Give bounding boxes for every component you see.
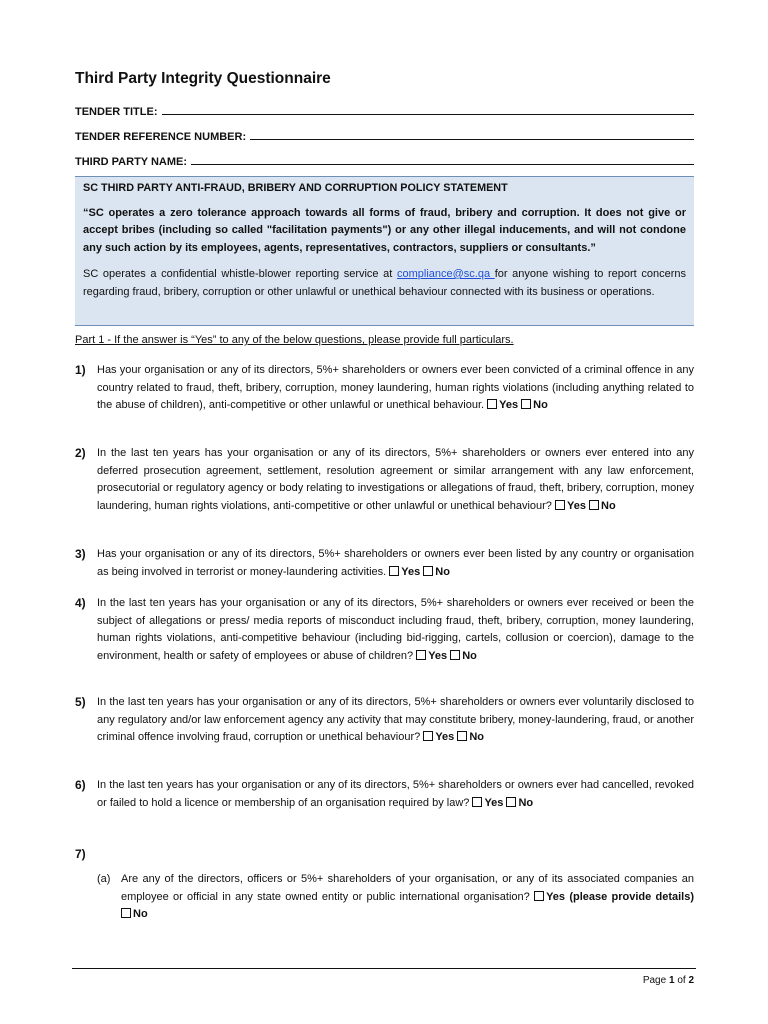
question-6	[75, 777, 694, 812]
question-text: In the last ten years has your organisation or any of its directors, 5%+ shareholders or owners ever voluntarily disclosed to any regulatory and/or law enforcement agency any activity that may constitute bribery, money-laundering, fraud, or another criminal offence involving fraud, corruption or unethical behaviour?	[97, 696, 694, 743]
question-number: 2)	[75, 446, 86, 460]
page-total: 2	[688, 975, 694, 986]
yes-checkbox[interactable]	[423, 731, 433, 741]
question-4	[75, 595, 694, 665]
question-number: 6)	[75, 778, 86, 792]
whistleblower-text-post: for anyone wishing to report concerns regarding fraud, bribery, corruption or other unlawful or unethical behaviour connected with its business or operations.	[83, 268, 686, 298]
tender-reference-label: TENDER REFERENCE NUMBER:	[75, 131, 247, 143]
tender-reference-field	[75, 125, 694, 143]
question-7a	[97, 871, 694, 924]
no-label: No	[533, 399, 548, 411]
no-checkbox[interactable]	[506, 797, 516, 807]
tender-title-label: TENDER TITLE:	[75, 106, 158, 118]
tender-reference-input-line[interactable]	[250, 139, 694, 140]
page-number: 1	[668, 975, 675, 986]
yes-label: Yes	[546, 890, 566, 903]
question-text: Has your organisation or any of its directors, 5%+ shareholders or owners ever been convicted of a criminal offence in any country related to fraud, theft, bribery, corruption, money laundering, human rights violations (including anything related to the abuse of children), anti-competitive or other unlawful or unethical behaviour.	[97, 364, 694, 411]
question-5	[75, 694, 694, 747]
yes-checkbox[interactable]	[555, 500, 565, 510]
question-3	[75, 546, 694, 581]
tender-title-input-line[interactable]	[162, 114, 695, 115]
no-checkbox[interactable]	[521, 399, 531, 409]
question-number: 4)	[75, 596, 86, 610]
compliance-email-link[interactable]: compliance@sc.qa	[396, 268, 495, 280]
yes-label: Yes	[401, 565, 421, 578]
yes-details-note: (please provide details)	[569, 890, 695, 903]
whistleblower-text-pre: SC operates a confidential whistle-blower reporting service at	[83, 268, 397, 280]
question-number: 1)	[75, 363, 86, 377]
question-text: In the last ten years has your organisation or any of its directors, 5%+ shareholders or owners ever had cancelled, revoked or failed to hold a licence or membership of an organisation required by law?	[97, 779, 694, 809]
yes-label: Yes	[484, 796, 504, 809]
yes-checkbox[interactable]	[534, 891, 544, 901]
whistleblower-paragraph	[83, 266, 686, 301]
sub-question-text: Are any of the directors, officers or 5%+ shareholders of your organisation, or any of its associated companies an employee or official in any state owned entity or public international organisation?	[121, 873, 694, 903]
no-label: No	[462, 649, 477, 662]
question-number: 3)	[75, 547, 86, 561]
question-2	[75, 445, 694, 515]
yes-checkbox[interactable]	[487, 399, 497, 409]
yes-checkbox[interactable]	[416, 650, 426, 660]
yes-label: Yes	[567, 499, 586, 512]
third-party-name-field	[75, 150, 694, 168]
third-party-name-label: THIRD PARTY NAME:	[75, 156, 188, 168]
question-text: In the last ten years has your organisation or any of its directors, 5%+ shareholders or owners ever received or been the subject of allegations or press/ media reports of misconduct including fraud, theft, bribery, corruption, money laundering, human rights violations, anti-competitive behaviour (including bid-rigging, cartels, collusion or coercion), damage to the environment, health or safety of employees or abuse of children?	[97, 597, 694, 662]
yes-checkbox[interactable]	[389, 566, 399, 576]
question-text: In the last ten years has your organisation or any of its directors, 5%+ shareholders or owners ever entered into any deferred prosecution agreement, settlement, resolution agreement or similar arrangement with any law enforcement, prosecutorial or regulatory agency or body relating to investigations or allegations of fraud, theft, bribery, corruption, money laundering, human rights violations, anti-competitive or other unlawful or unethical behaviour?	[97, 447, 694, 512]
page-label: Page	[642, 975, 667, 986]
of-label: of	[677, 975, 686, 986]
page-footer	[643, 975, 694, 986]
no-checkbox[interactable]	[423, 566, 433, 576]
yes-label: Yes	[499, 399, 519, 411]
policy-statement-box	[75, 176, 694, 326]
yes-checkbox[interactable]	[472, 797, 482, 807]
footer-divider	[72, 968, 696, 969]
no-label: No	[133, 908, 148, 920]
policy-quote: “SC operates a zero tolerance approach towards all forms of fraud, bribery and corruption. It does not give or accept bribes (including so called "facilitation payments") or any other illegal inducements, and will not condone any such action by its employees, agents, representatives, contractors, suppliers or consultants.”	[83, 206, 686, 254]
no-checkbox[interactable]	[589, 500, 599, 510]
question-number: 7)	[75, 847, 86, 861]
yes-label: Yes	[428, 649, 448, 662]
no-checkbox[interactable]	[121, 908, 131, 918]
no-label: No	[435, 565, 450, 578]
tender-title-field	[75, 100, 694, 118]
question-text: Has your organisation or any of its directors, 5%+ shareholders or owners ever been listed by any country or organisation as being involved in terrorist or money-laundering activities.	[97, 548, 694, 578]
policy-heading: SC THIRD PARTY ANTI-FRAUD, BRIBERY AND CORRUPTION POLICY STATEMENT	[83, 182, 508, 194]
question-1	[75, 362, 694, 415]
yes-label: Yes	[435, 731, 455, 743]
no-label: No	[518, 796, 534, 809]
question-number: 5)	[75, 695, 86, 709]
page-title: Third Party Integrity Questionnaire	[75, 70, 331, 87]
no-label: No	[469, 731, 485, 743]
part1-instruction: Part 1 - If the answer is “Yes” to any of the below questions, please provide full particulars.	[75, 334, 514, 346]
sub-question-label: (a)	[97, 873, 111, 885]
no-checkbox[interactable]	[457, 731, 467, 741]
third-party-name-input-line[interactable]	[191, 164, 694, 165]
no-label: No	[601, 499, 616, 512]
no-checkbox[interactable]	[450, 650, 460, 660]
